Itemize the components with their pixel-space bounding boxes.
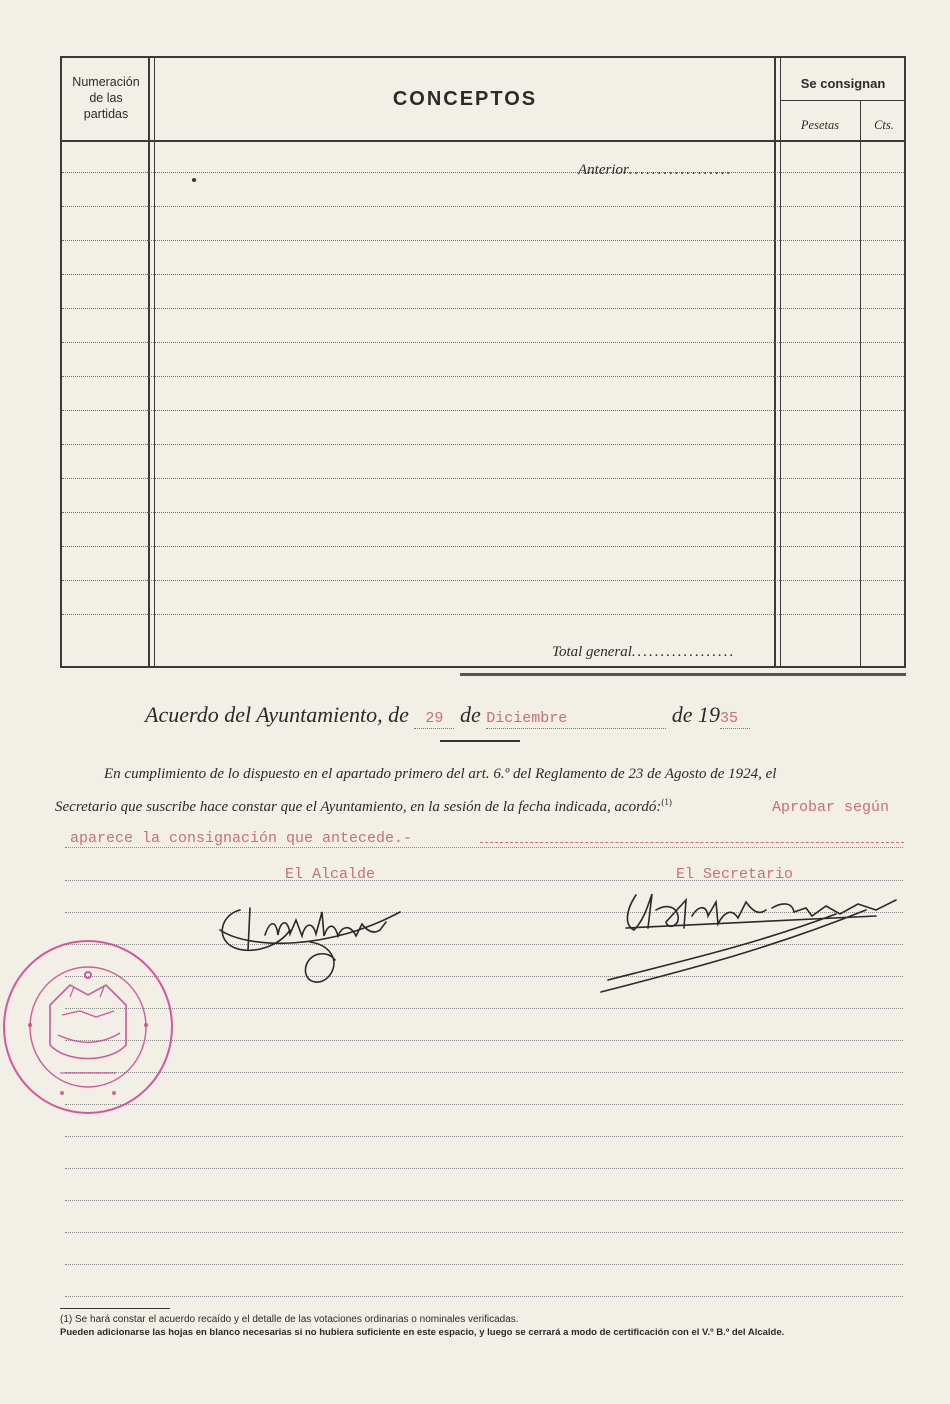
row-label-total-general: Total general.................. xyxy=(552,644,736,660)
column-divider xyxy=(148,58,155,666)
body-line-2: Secretario que suscribe hace constar que el Ayuntamiento, en la sesión de la fecha indicada, acordó:$^{(1)}$ xyxy=(55,797,672,815)
month-field: Diciembre xyxy=(486,702,666,729)
row-label-anterior: Anterior.................. xyxy=(578,162,733,178)
secretario-signature-icon xyxy=(596,880,906,1000)
acuerdo-heading: Acuerdo del Ayuntamiento, de 29 de Diciembre de 1935 xyxy=(145,702,750,729)
column-header-cts: Cts. xyxy=(874,118,894,132)
table-row xyxy=(62,206,904,207)
ledger-table xyxy=(60,56,906,668)
typed-acuerdo-b: aparece la consignación que antecede.- xyxy=(70,830,413,847)
column-header-numeracion: Numeración de las partidas xyxy=(72,75,140,121)
table-row xyxy=(62,240,904,241)
footnote-2: Pueden adicionarse las hojas en blanco necesarias si no hubiera suficiente en este espacio, y luego se cerrará a modo de certificación con el V.º B.º del Alcalde. xyxy=(60,1327,785,1338)
writing-line xyxy=(65,1072,903,1073)
writing-line xyxy=(65,1104,903,1105)
typed-fill-dashes xyxy=(480,842,904,843)
table-row xyxy=(62,546,904,547)
table-row xyxy=(62,342,904,343)
footnote-1: (1) Se hará constar el acuerdo recaído y el detalle de las votaciones ordinarias o nominales verificadas. xyxy=(60,1314,519,1325)
secretario-label: El Secretario xyxy=(676,866,794,883)
table-row xyxy=(62,512,904,513)
table-row xyxy=(62,580,904,581)
alcalde-label: El Alcalde xyxy=(285,866,376,883)
writing-line xyxy=(65,1296,903,1297)
table-row xyxy=(62,410,904,411)
column-header-se-consignan: Se consignan xyxy=(800,76,886,91)
writing-line xyxy=(65,1168,903,1169)
writing-line xyxy=(65,1008,903,1009)
typed-acuerdo-a: Aprobar según xyxy=(772,799,890,816)
column-divider xyxy=(860,100,861,666)
day-field: 29 xyxy=(414,702,454,729)
column-header-pesetas: Pesetas xyxy=(800,118,840,132)
table-row xyxy=(62,478,904,479)
header-divider xyxy=(780,100,904,101)
heading-underline xyxy=(440,740,520,742)
footnote-rule xyxy=(60,1308,170,1309)
column-divider xyxy=(774,58,781,666)
column-header-conceptos: CONCEPTOS xyxy=(392,88,538,110)
table-row xyxy=(62,172,904,173)
table-row xyxy=(62,444,904,445)
table-row xyxy=(62,308,904,309)
writing-line xyxy=(65,1040,903,1041)
total-underline xyxy=(460,673,906,676)
writing-line xyxy=(65,1136,903,1137)
table-row xyxy=(62,376,904,377)
writing-line xyxy=(65,1232,903,1233)
ink-dot xyxy=(192,178,196,182)
municipal-seal-stamp-icon xyxy=(0,935,180,1120)
writing-line xyxy=(65,847,903,848)
table-row xyxy=(62,614,904,615)
year-field: 35 xyxy=(720,702,750,729)
writing-line xyxy=(65,1264,903,1265)
body-line-1: En cumplimiento de lo dispuesto en el apartado primero del art. 6.º del Reglamento de 23 de Agosto de 1924, el xyxy=(104,766,777,782)
table-row xyxy=(62,274,904,275)
writing-line xyxy=(65,1200,903,1201)
alcalde-signature-icon xyxy=(210,890,410,1000)
